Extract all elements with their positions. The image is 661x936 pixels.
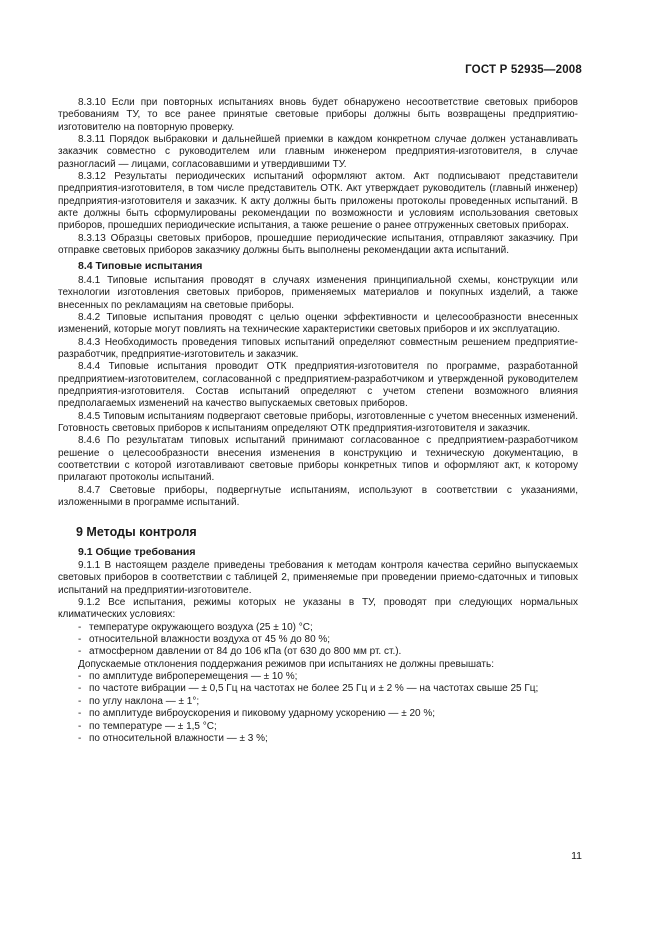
paragraph-8-3-11: 8.3.11 Порядок выбраковки и дальнейшей приемки в каждом конкретном случае должен устанавливать заказчик совместно с руководителем или главным инженером предприятия-изготовителя, в случае разногласий — лицами, согласовавшими и утвердившими ТУ. <box>58 134 578 170</box>
paragraph-8-4-3: 8.4.3 Необходимость проведения типовых испытаний определяют совместным решением предприятие-разработчик, предприятие-изготовитель и заказчик. <box>58 336 578 360</box>
paragraph-9-1-1: 9.1.1 В настоящем разделе приведены требования к методам контроля качества серийно выпускаемых световых приборов в соответствии с таблицей 2, применяемые при проведении приемо-сдаточных и типовых испытаний на предприятии-изготовителе. <box>58 560 578 596</box>
list-item: - по углу наклона — ± 1°; <box>78 695 200 707</box>
conditions-list <box>58 622 578 659</box>
page-content <box>58 97 578 745</box>
subsection-heading-8-4: 8.4 Типовые испытания <box>78 260 203 273</box>
section-heading-9: 9 Методы контроля <box>76 525 197 540</box>
list-item: - относительной влажности воздуха от 45 % до 80 %; <box>78 634 331 646</box>
paragraph-8-3-13: 8.3.13 Образцы световых приборов, прошедшие периодические испытания, отправляют заказчику. При отправке световых приборов заказчику должны быть выполнены рекомендации акта испытаний. <box>58 232 578 257</box>
paragraph-8-4-2: 8.4.2 Типовые испытания проводят с целью оценки эффективности и целесообразности внесенных изменений, которые могут повлиять на технические характеристики световых приборов и их эксплуатацию. <box>58 311 578 336</box>
subsection-heading-9-1: 9.1 Общие требования <box>78 545 196 558</box>
list-item: - по частоте вибрации — ± 0,5 Гц на частотах не более 25 Гц и ± 2 % — на частотах свыше 25 Гц; <box>78 683 539 695</box>
document-header: ГОСТ Р 52935—2008 <box>465 64 582 76</box>
paragraph-8-4-5: 8.4.5 Типовым испытаниям подвергают световые приборы, изготовленные с учетом внесенных изменений. Готовность световых приборов к испытаниям определяют ОТК предприятия-изготовителя и заказчик. <box>58 410 578 434</box>
list-item: - по амплитуде виброперемещения — ± 10 %; <box>78 671 298 683</box>
paragraph-8-4-1: 8.4.1 Типовые испытания проводят в случаях изменения принципиальной схемы, конструкции или технологии изготовления световых приборов, применяемых материалов и покупных изделий, а также внесенных по рекламациям на световые приборы. <box>58 274 578 311</box>
paragraph-8-4-6: 8.4.6 По результатам типовых испытаний принимают согласованное с предприятием-разработчиком решение о целесообразности внесения изменения в конструкцию и техническую документацию, в соответствии с которой изготавливают световые приборы конкретных типов и оформляют акт, к которому прилагают протоколы испытаний. <box>58 435 578 484</box>
page-number: 11 <box>571 850 582 862</box>
deviations-intro: Допускаемые отклонения поддержания режимов при испытаниях не должны превышать: <box>78 658 494 670</box>
paragraph-9-1-2: 9.1.2 Все испытания, режимы которых не указаны в ТУ, проводят при следующих нормальных климатических условиях: <box>58 597 578 621</box>
list-item: - атмосферном давлении от 84 до 106 кПа (от 630 до 800 мм рт. ст.). <box>78 646 402 658</box>
paragraph-8-3-10: 8.3.10 Если при повторных испытаниях вновь будет обнаружено несоответствие световых приборов требованиям ТУ, то все ранее принятые световые приборы должны быть возвращены предприятию-изготовителю на повторную проверку. <box>58 97 578 133</box>
list-item: - по амплитуде виброускорения и пиковому ударному ускорению — ± 20 %; <box>78 708 436 720</box>
paragraph-8-4-4: 8.4.4 Типовые испытания проводит ОТК предприятия-изготовителя по программе, разработанной предприятием-изготовителем, согласованной с предприятием-разработчиком и утвержденной руководителем предприятия-изготовителя. Состав испытаний определяют с учетом степени возможного влияния предполагаемых изменений на качество выпускаемых световых приборов. <box>58 361 578 410</box>
list-item: - по относительной влажности — ± 3 %; <box>78 732 268 744</box>
paragraph-8-3-12: 8.3.12 Результаты периодических испытаний оформляют актом. Акт подписывают представители предприятия-изготовителя, в том числе представитель ОТК. Акт утверждает руководитель (главный инженер) предприятия-изготовителя и заказчик. К акту должны быть приложены протоколы проведенных испытаний. В акте должны быть сформулированы рекомендации по возможности и условиям использования световых приборов, прошедших периодические испытания, а также решение о ранее отгруженных световых приборах. <box>58 171 578 232</box>
list-item: - по температуре — ± 1,5 °С; <box>78 720 217 732</box>
list-item: - температуре окружающего воздуха (25 ± 10) °С; <box>78 621 313 633</box>
deviations-list <box>58 671 578 745</box>
paragraph-8-4-7: 8.4.7 Световые приборы, подвергнутые испытаниям, используют в соответствии с указаниями, изложенными в программе испытаний. <box>58 484 578 508</box>
